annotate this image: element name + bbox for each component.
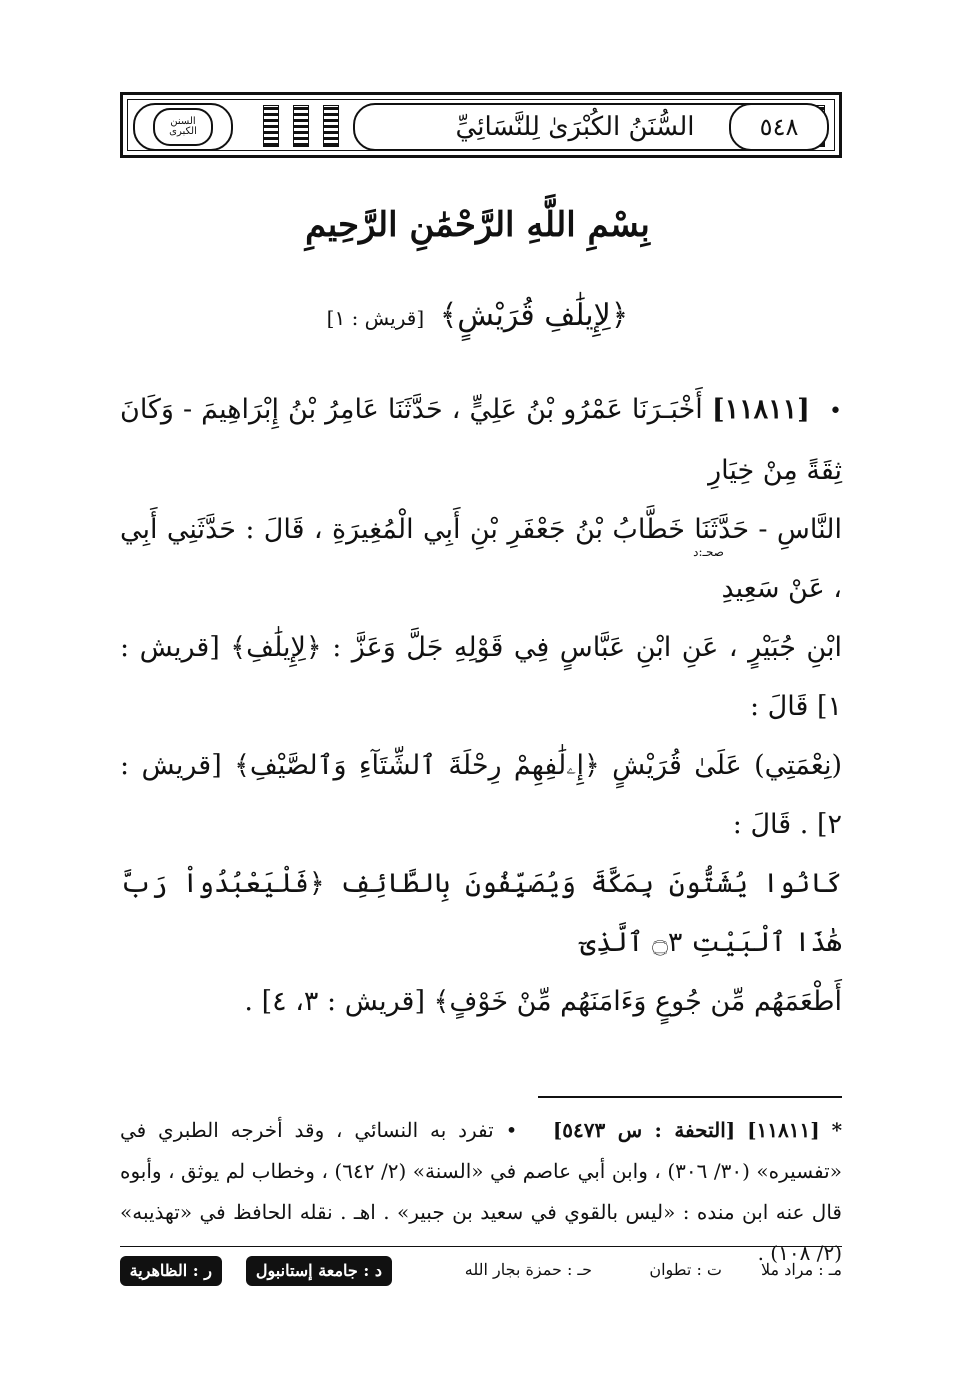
footnote-separator (538, 1096, 842, 1098)
hadith-line-1 (120, 380, 842, 500)
ornament-left-2-icon (293, 105, 309, 147)
book-emblem (133, 103, 233, 151)
ornament-left-1-icon (263, 105, 279, 147)
footnote (120, 1110, 842, 1274)
surah-heading (0, 298, 955, 333)
manuscripts-bar (120, 1254, 842, 1290)
hadith-number: [١١٨١١] (711, 394, 810, 425)
footnote-takhrij: [التحفة : س ٥٤٧٣] (552, 1118, 736, 1142)
hadith-body (120, 380, 842, 1031)
margin-correction-mark: صحـ:د (693, 545, 724, 559)
footnote-bullet: • (505, 1118, 518, 1142)
hadith-line-4-text: (نِعْمَتِي) عَلَىٰ قُرَيْشٍ ﴿إِۦلَٰفِهِمْ رِحْلَةَ ٱلشِّتَآءِ وَٱلصَّيْفِ﴾ [قريش : ٢] . قَالَ : (120, 750, 842, 840)
hadith-line-2: النَّاسِ - حَدَّثَنَا خَطَّابُ بْنُ جَعْفَرِ بْنِ أَبِي الْمُغِيرَةِ ، قَالَ : حَدَّثَنِي أَبِي ، عَنْ سَعِيدِ (120, 514, 842, 604)
footnote-star: * (831, 1118, 843, 1142)
hadith-line-6: أَطْعَمَهُم مِّن جُوعٍ وَءَامَنَهُم مِّنْ خَوْفٍ﴾ [قريش : ٣، ٤] . (244, 986, 842, 1017)
surah-reference: [قريش : ١] (326, 306, 425, 330)
page-number: ٥٤٨ (729, 103, 829, 151)
manuscript-dal: د : جامعة إستانبول (246, 1256, 392, 1286)
manuscripts-separator (120, 1246, 842, 1247)
emblem-seal-icon (153, 108, 213, 146)
hadith-bullet: • (829, 399, 842, 424)
footnote-text: تفرد به النسائي ، وقد أخرجه الطبري في «تفسيره» (٣٠/ ٣٠٦) ، وابن أبي عاصم في «السنة» (٢/ ٦٤٢) ، وخطاب لم يوثق ، وأبوه قال عنه ابن منده : «ليس بالقوي في سعيد بن جبير» . اهـ . نقله الحافظ في «تهذيبه» (٢/ ١٠٨) . (120, 1118, 842, 1265)
surah-verse: ﴿لِإِيلَٰفِ قُرَيْشٍ﴾ (439, 298, 629, 333)
manuscript-mim: مـ : مراد ملا (761, 1260, 842, 1279)
basmala: بِسْمِ اللَّهِ الرَّحْمَٰنِ الرَّحِيمِ (305, 205, 650, 245)
manuscript-ra: ر : الظاهرية (120, 1256, 222, 1286)
hadith-line-3: ابْنِ جُبَيْرٍ ، عَنِ ابْنِ عَبَّاسٍ فِي قَوْلِهِ جَلَّ وَعَزَّ : ﴿لِإِيلَٰفِ﴾ [قريش : ١] قَالَ : (120, 632, 842, 722)
hadith-line-5: كَانُوا يُشَتُّونَ بِمَكَّةَ وَيُصَيِّفُونَ بِالطَّائِفِ ﴿فَلْيَعْبُدُواْ رَبَّ هَٰذَا ٱلْبَيْتِ ۝٣ ٱلَّذِىٓ (120, 868, 842, 958)
ornament-left-3-icon (323, 105, 339, 147)
book-title: السُّنَنُ الكُبْرَىٰ لِلنَّسَائِيِّ (353, 103, 797, 151)
emblem-text: السنن الكبرى (169, 116, 197, 137)
manuscript-ta: ت : تطوان (649, 1260, 722, 1279)
page-header (120, 92, 842, 158)
hadith-line-1-text: أَخْبَـرَنَا عَمْرُو بْنُ عَلِيٍّ ، حَدَّثَنَا عَامِرُ بْنُ إِبْرَاهِيمَ - وَكَانَ ثِقَةً مِنْ خِيَارِ (120, 394, 842, 486)
footnote-number: [١١٨١١] (747, 1118, 820, 1142)
manuscript-ha: حـ : حمزة بجار الله (464, 1260, 592, 1279)
